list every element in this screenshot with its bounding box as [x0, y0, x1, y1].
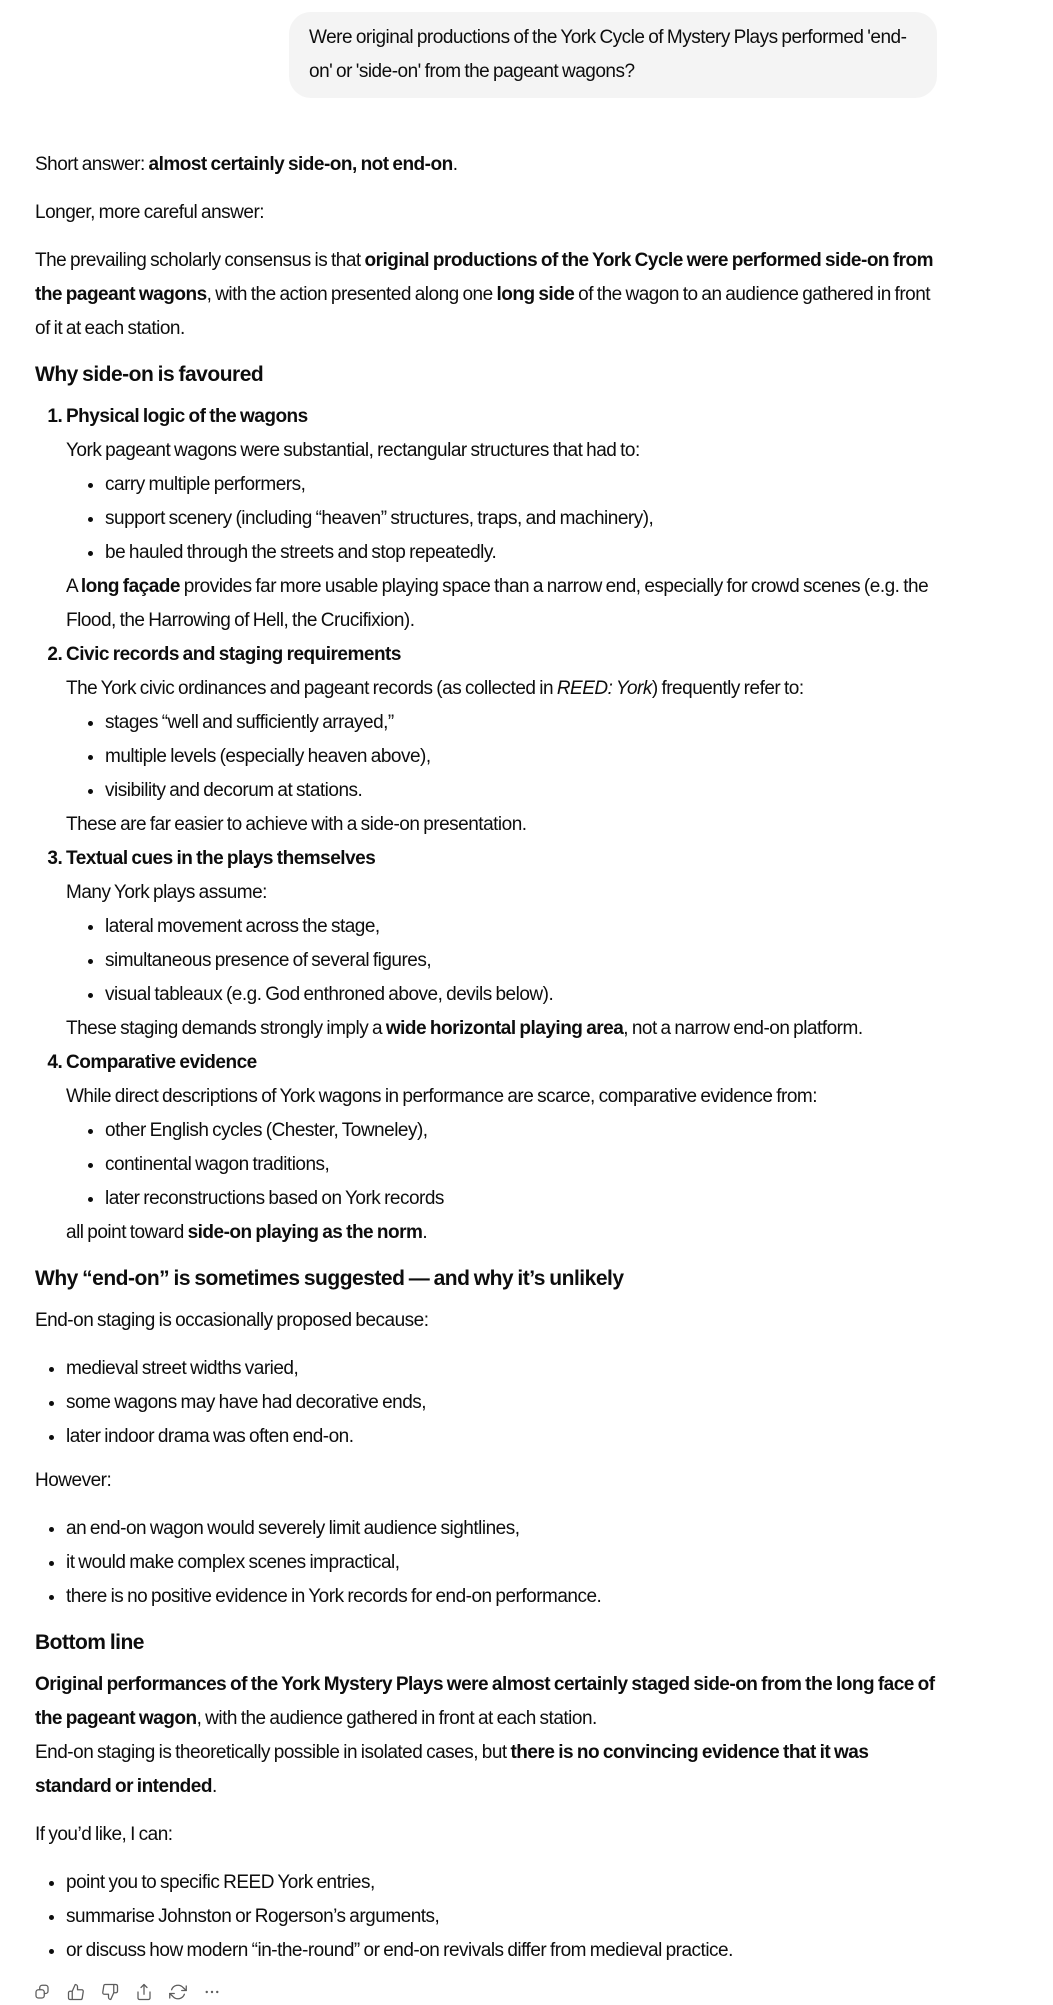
list-item: • summarise Johnston or Rogerson’s arguments, [66, 1900, 937, 1934]
numbered-item-title: 4. Comparative evidence [66, 1052, 257, 1073]
paragraph: Short answer: almost certainly side-on, not end-on. [35, 154, 458, 175]
bulleted-list [35, 1866, 937, 1968]
message-action-bar [28, 1978, 937, 2005]
list-item: • later reconstructions based on York records [105, 1182, 937, 1216]
list-item: • point you to specific REED York entries, [66, 1866, 937, 1900]
bulleted-list [66, 468, 937, 570]
list-item: • support scenery (including “heaven” structures, traps, and machinery), [105, 502, 937, 536]
copy-button[interactable] [28, 1978, 56, 2005]
list-item: • visibility and decorum at stations. [105, 774, 937, 808]
paragraph: If you’d like, I can: [35, 1824, 173, 1845]
share-icon [135, 1983, 153, 2001]
bulleted-list [35, 1352, 937, 1454]
paragraph: However: [35, 1470, 112, 1491]
paragraph: The York civic ordinances and pageant records (as collected in REED: York) frequently refer to: [66, 678, 804, 699]
list-item: • it would make complex scenes impractical, [66, 1546, 937, 1580]
numbered-item [66, 842, 937, 1046]
paragraph: all point toward side-on playing as the norm. [66, 1222, 428, 1243]
paragraph: End-on staging is occasionally proposed because: [35, 1310, 429, 1331]
numbered-item-title: 2. Civic records and staging requirements [66, 644, 401, 665]
list-item: • be hauled through the streets and stop repeatedly. [105, 536, 937, 570]
assistant-message [35, 148, 937, 1968]
list-item: • continental wagon traditions, [105, 1148, 937, 1182]
numbered-item-title: 3. Textual cues in the plays themselves [66, 848, 376, 869]
ellipsis-icon [203, 1983, 221, 2001]
share-button[interactable] [130, 1978, 158, 2005]
list-item: • later indoor drama was often end-on. [66, 1420, 937, 1454]
paragraph: York pageant wagons were substantial, rectangular structures that had to: [66, 440, 640, 461]
copy-icon [33, 1983, 51, 2001]
numbered-item-title: 1. Physical logic of the wagons [66, 406, 308, 427]
section-heading: Bottom line [35, 1631, 144, 1654]
paragraph: The prevailing scholarly consensus is that original productions of the York Cycle were performed side-on from the pageant wagons, with the action presented along one long side of the wagon to an audience gathered in front of it at each station. [35, 250, 934, 339]
numbered-list [35, 400, 937, 1250]
paragraph: Original performances of the York Mystery Plays were almost certainly staged side-on from the long face of the pageant wagon, with the audience gathered in front at each station. End-on staging is theoretically possible in isolated cases, but there is no convincing evidence that it was standard or intended. [35, 1674, 935, 1797]
conversation-column [35, 12, 937, 2005]
user-message-text: Were original productions of the York Cycle of Mystery Plays performed 'end-on' or 'side-on' from the pageant wagons? [309, 27, 907, 82]
list-item: • there is no positive evidence in York records for end-on performance. [66, 1580, 937, 1614]
list-item: • some wagons may have had decorative ends, [66, 1386, 937, 1420]
bulleted-list [66, 1114, 937, 1216]
numbered-item [66, 638, 937, 842]
more-button[interactable] [198, 1978, 226, 2005]
thumbs-down-icon [101, 1983, 119, 2001]
paragraph: Longer, more careful answer: [35, 202, 265, 223]
list-item: • or discuss how modern “in-the-round” or end-on revivals differ from medieval practice. [66, 1934, 937, 1968]
list-item: • multiple levels (especially heaven above), [105, 740, 937, 774]
paragraph: These are far easier to achieve with a side-on presentation. [66, 814, 527, 835]
list-item: • visual tableaux (e.g. God enthroned above, devils below). [105, 978, 937, 1012]
thumbs-down-button[interactable] [96, 1978, 124, 2005]
bulleted-list [66, 706, 937, 808]
list-item: • lateral movement across the stage, [105, 910, 937, 944]
paragraph: A long façade provides far more usable playing space than a narrow end, especially for crowd scenes (e.g. the Flood, the Harrowing of Hell, the Crucifixion). [66, 576, 929, 631]
section-heading: Why “end-on” is sometimes suggested — and why it’s unlikely [35, 1267, 624, 1290]
numbered-item [66, 400, 937, 638]
numbered-item [66, 1046, 937, 1250]
bulleted-list [35, 1512, 937, 1614]
paragraph: While direct descriptions of York wagons in performance are scarce, comparative evidence from: [66, 1086, 817, 1107]
list-item: • stages “well and sufficiently arrayed,” [105, 706, 937, 740]
bulleted-list [66, 910, 937, 1012]
regenerate-button[interactable] [164, 1978, 192, 2005]
thumbs-up-button[interactable] [62, 1978, 90, 2005]
list-item: • simultaneous presence of several figures, [105, 944, 937, 978]
user-message-bubble [289, 12, 937, 98]
list-item: • medieval street widths varied, [66, 1352, 937, 1386]
paragraph: Many York plays assume: [66, 882, 267, 903]
list-item: • carry multiple performers, [105, 468, 937, 502]
list-item: • an end-on wagon would severely limit audience sightlines, [66, 1512, 937, 1546]
regenerate-icon [169, 1983, 187, 2001]
thumbs-up-icon [67, 1983, 85, 2001]
paragraph: These staging demands strongly imply a wide horizontal playing area, not a narrow end-on platform. [66, 1018, 863, 1039]
user-message-row [35, 12, 937, 98]
list-item: • other English cycles (Chester, Towneley), [105, 1114, 937, 1148]
section-heading: Why side-on is favoured [35, 363, 264, 386]
